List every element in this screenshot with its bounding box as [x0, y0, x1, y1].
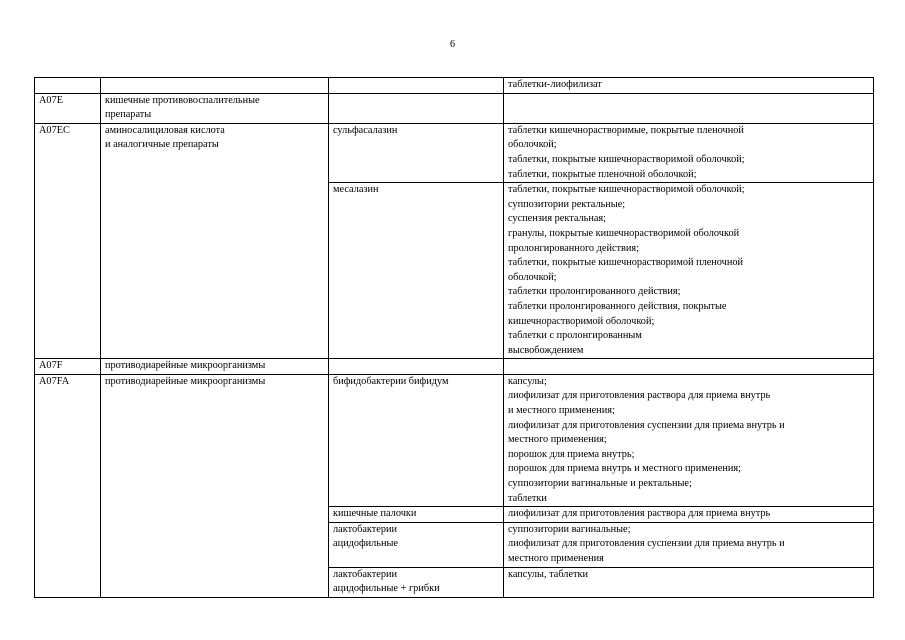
dosage-form-line: таблетки кишечнорастворимые, покрытые пленочной: [508, 124, 744, 136]
dosage-form-line: кишечнорастворимой оболочкой;: [508, 315, 655, 327]
atc-code-cell: [35, 374, 101, 597]
drug-name-cell: [329, 93, 504, 123]
group-name-line: препараты: [105, 109, 152, 121]
dosage-form-line: суппозитории вагинальные и ректальные;: [508, 478, 692, 490]
drug-name-line: сульфасалазин: [333, 124, 398, 136]
dosage-forms-cell: [504, 183, 874, 359]
dosage-forms-cell: [504, 93, 874, 123]
dosage-form-line: капсулы;: [508, 375, 547, 387]
dosage-form-line: порошок для приема внутрь и местного применения;: [508, 463, 741, 475]
group-name-line: кишечные противовоспалительные: [105, 94, 260, 106]
drug-name-line: ацидофильные + грибки: [333, 583, 440, 595]
drug-name-cell: [329, 567, 504, 597]
group-name-cell: [101, 374, 329, 597]
dosage-form-line: таблетки, покрытые пленочной оболочкой;: [508, 168, 697, 180]
group-name-line: противодиарейные микроорганизмы: [105, 360, 266, 372]
dosage-form-line: таблетки, покрытые кишечнорастворимой оболочкой;: [508, 184, 745, 196]
atc-code: A07E: [39, 94, 64, 106]
atc-code: A07F: [39, 360, 63, 372]
table-row: [35, 78, 874, 94]
dosage-form-line: пролонгированного действия;: [508, 242, 640, 254]
drug-name-line: лактобактерии: [333, 523, 398, 535]
dosage-form-line: суспензия ректальная;: [508, 213, 607, 225]
dosage-forms-cell: [504, 507, 874, 523]
dosage-form-line: таблетки, покрытые кишечнорастворимой пленочной: [508, 257, 744, 269]
dosage-form-line: таблетки пролонгированного действия;: [508, 286, 681, 298]
dosage-forms-cell: [504, 522, 874, 567]
atc-code: A07FA: [39, 375, 70, 387]
group-name-line: противодиарейные микроорганизмы: [105, 375, 266, 387]
dosage-form-line: таблетки пролонгированного действия, покрытые: [508, 300, 727, 312]
dosage-form-line: оболочкой;: [508, 271, 557, 283]
table-row: [35, 374, 874, 506]
dosage-form-line: суппозитории ректальные;: [508, 198, 626, 210]
group-name-cell: [101, 123, 329, 359]
group-name-cell: [101, 93, 329, 123]
dosage-form-line: капсулы, таблетки: [508, 568, 589, 580]
dosage-form-line: лиофилизат для приготовления суспензии для приема внутрь и: [508, 538, 785, 550]
group-name-cell: [101, 359, 329, 375]
drug-name-cell: [329, 78, 504, 94]
table-row: [35, 93, 874, 123]
dosage-form-line: местного применения: [508, 553, 604, 564]
drug-classification-table: [34, 77, 874, 598]
drug-name-line: кишечные палочки: [333, 508, 417, 520]
drug-name-line: месалазин: [333, 184, 379, 196]
drug-name-cell: [329, 522, 504, 567]
dosage-forms-cell: [504, 359, 874, 375]
drug-name-cell: [329, 183, 504, 359]
atc-code: A07EC: [39, 124, 70, 136]
dosage-form-line: местного применения;: [508, 434, 607, 446]
atc-code-cell: [35, 359, 101, 375]
drug-name-cell: [329, 374, 504, 506]
dosage-form-line: оболочкой;: [508, 139, 557, 151]
group-name-cell: [101, 78, 329, 94]
group-name-line: и аналогичные препараты: [105, 139, 219, 151]
dosage-form-line: лиофилизат для приготовления раствора для приема внутрь: [508, 390, 771, 402]
dosage-forms-cell: [504, 374, 874, 506]
drug-name-line: бифидобактерии бифидум: [333, 375, 449, 387]
dosage-form-line: таблетки: [508, 492, 547, 504]
atc-code-cell: [35, 93, 101, 123]
dosage-form-line: суппозитории вагинальные;: [508, 523, 631, 535]
dosage-form-line: порошок для приема внутрь;: [508, 448, 635, 460]
dosage-forms-cell: [504, 78, 874, 94]
dosage-forms-cell: [504, 567, 874, 597]
dosage-form-line: и местного применения;: [508, 405, 615, 417]
dosage-form-line: лиофилизат для приготовления суспензии для приема внутрь и: [508, 419, 785, 431]
dosage-form-line: таблетки-лиофилизат: [508, 79, 602, 90]
dosage-form-line: лиофилизат для приготовления раствора для приема внутрь: [508, 508, 771, 520]
drug-name-cell: [329, 507, 504, 523]
page-number: 6: [450, 39, 455, 50]
dosage-forms-cell: [504, 123, 874, 182]
drug-name-line: лактобактерии: [333, 568, 398, 580]
dosage-form-line: таблетки, покрытые кишечнорастворимой оболочкой;: [508, 153, 745, 165]
dosage-form-line: гранулы, покрытые кишечнорастворимой оболочкой: [508, 227, 740, 239]
group-name-line: аминосалициловая кислота: [105, 124, 225, 136]
dosage-form-line: высвобождением: [508, 344, 584, 356]
drug-name-line: ацидофильные: [333, 538, 398, 550]
dosage-form-line: таблетки с пролонгированным: [508, 330, 642, 342]
drug-name-cell: [329, 123, 504, 182]
table-row: [35, 123, 874, 182]
table-row: [35, 359, 874, 375]
drug-name-cell: [329, 359, 504, 375]
atc-code-cell: [35, 78, 101, 94]
atc-code-cell: [35, 123, 101, 359]
